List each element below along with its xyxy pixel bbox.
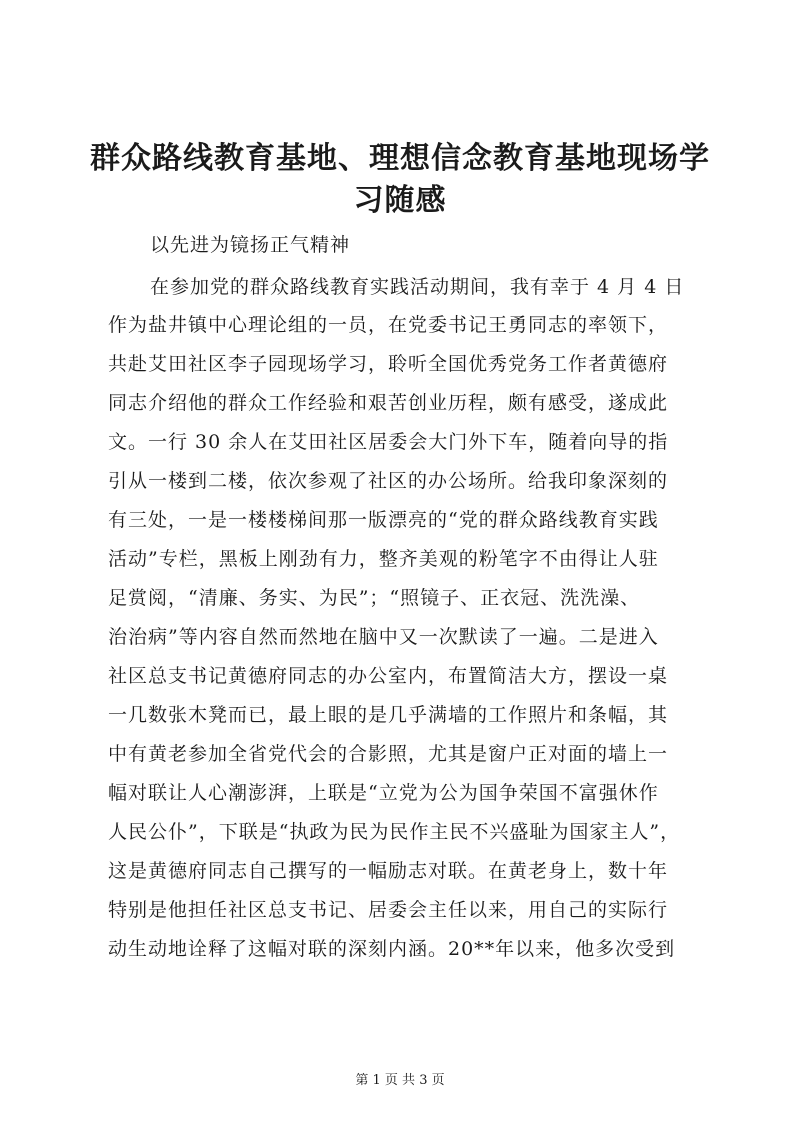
body-line: 有三处，一是一楼楼梯间那一版漂亮的“党的群众路线教育实践 [108, 509, 659, 531]
body-line: 在参加党的群众路线教育实践活动期间，我有幸于 4 月 4 日 [150, 276, 685, 298]
body-line: 引从一楼到二楼，依次参观了社区的办公场所。给我印象深刻的 [108, 470, 669, 492]
body-line: 同志介绍他的群众工作经验和艰苦创业历程，颇有感受，遂成此 [108, 392, 669, 414]
title-line-1: 群众路线教育基地、理想信念教育基地现场学 [90, 141, 710, 176]
title-line-2: 习随感 [353, 183, 447, 218]
body-line: 足赏阅，“清廉、务实、为民”；“照镜子、正衣冠、洗洗澡、 [108, 587, 641, 609]
body-line: 治治病”等内容自然而然地在脑中又一次默读了一遍。二是进入 [108, 626, 659, 648]
body-line: 动生动地诠释了这幅对联的深刻内涵。20**年以来，他多次受到 [108, 938, 676, 960]
body-line: 幅对联让人心潮澎湃，上联是“立党为公为国争荣国不富强休作 [108, 782, 659, 804]
body-line: 作为盐井镇中心理论组的一员，在党委书记王勇同志的率领下， [108, 314, 669, 336]
body-line: 人民公仆”，下联是“执政为民为民作主民不兴盛耻为国家主人”， [108, 821, 681, 843]
subtitle: 以先进为镜扬正气精神 [150, 234, 351, 256]
document-title [90, 138, 710, 222]
body-line: 中有黄老参加全省党代会的合影照，尤其是窗户正对面的墙上一 [108, 743, 669, 765]
body-line: 一几数张木凳而已，最上眼的是几乎满墙的工作照片和条幅，其 [108, 704, 669, 726]
body-line: 文。一行 30 余人在艾田社区居委会大门外下车，随着向导的指 [108, 431, 669, 453]
body-line: 这是黄德府同志自己撰写的一幅励志对联。在黄老身上，数十年 [108, 860, 669, 882]
body-line: 社区总支书记黄德府同志的办公室内，布置简洁大方，摆设一桌 [108, 665, 669, 687]
body-line: 特别是他担任社区总支书记、居委会主任以来，用自己的实际行 [108, 899, 669, 921]
body-line: 活动”专栏，黑板上刚劲有力，整齐美观的粉笔字不由得让人驻 [108, 548, 659, 570]
page-footer: 第 1 页 共 3 页 [355, 1073, 445, 1088]
body-line: 共赴艾田社区李子园现场学习，聆听全国优秀党务工作者黄德府 [108, 353, 669, 375]
